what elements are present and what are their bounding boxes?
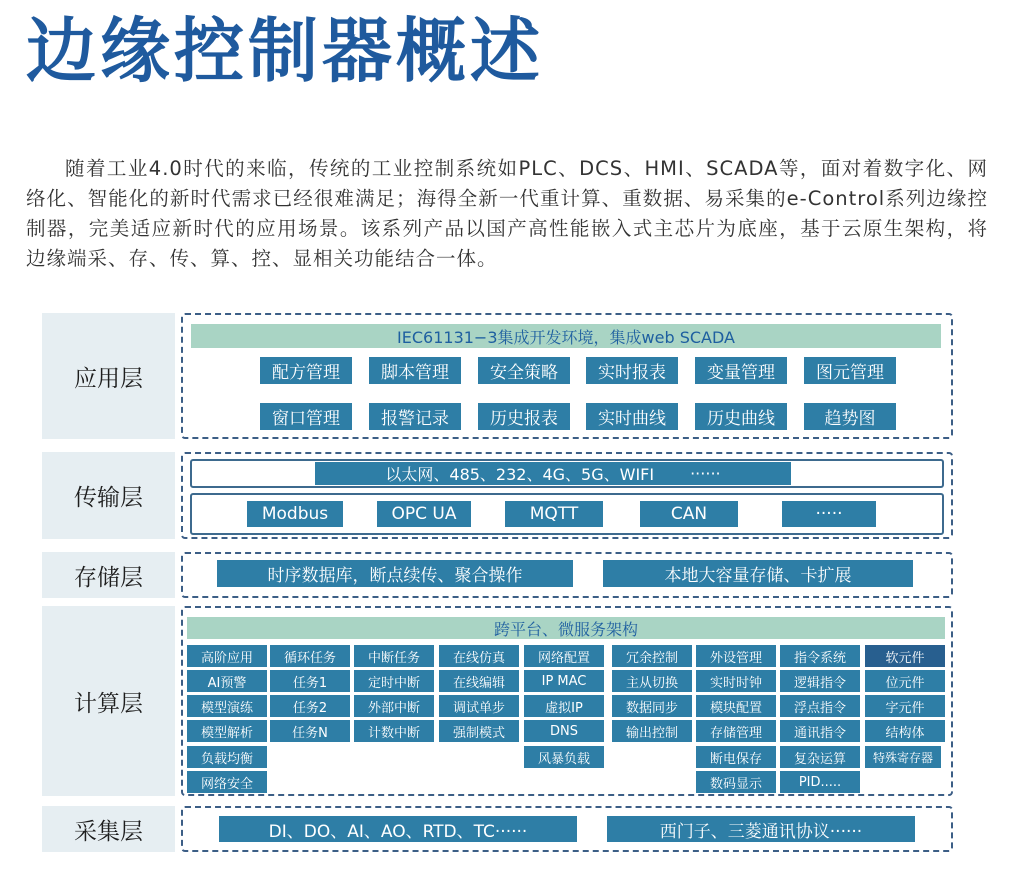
layer-label-transport: 传输层 (42, 452, 175, 539)
compute-feature-cell: 字元件 (865, 695, 945, 717)
compute-feature-cell: 实时时钟 (696, 670, 776, 692)
compute-feature-cell: 任务N (270, 720, 350, 742)
compute-feature-cell: 断电保存 (696, 746, 776, 768)
app-function-box: 实时曲线 (586, 403, 678, 430)
compute-feature-cell: 虚拟IP (524, 695, 604, 717)
protocol-box: OPC UA (377, 501, 471, 527)
compute-feature-cell: 数码显示 (696, 771, 776, 793)
application-layer-panel (181, 313, 953, 439)
protocol-box: MQTT (505, 501, 603, 527)
network-frame (190, 459, 944, 488)
layer-label-acquisition: 采集层 (42, 806, 175, 852)
compute-feature-cell: 模型演练 (187, 695, 267, 717)
compute-feature-cell: 调试单步 (439, 695, 519, 717)
compute-feature-cell: 负载均衡 (187, 746, 267, 768)
storage-item-local: 本地大容量存储、卡扩展 (603, 560, 913, 587)
acquisition-item-io: DI、DO、AI、AO、RTD、TC······ (219, 816, 577, 842)
intro-paragraph (26, 154, 988, 274)
compute-feature-cell: 逻辑指令 (780, 670, 860, 692)
compute-category-cell: 在线仿真 (439, 645, 519, 667)
app-function-box: 实时报表 (586, 357, 678, 384)
protocol-box: ····· (782, 501, 876, 527)
compute-feature-cell: 任务1 (270, 670, 350, 692)
protocol-box: CAN (640, 501, 738, 527)
compute-feature-cell: 模块配置 (696, 695, 776, 717)
compute-feature-cell: 数据同步 (612, 695, 692, 717)
compute-feature-cell: 存储管理 (696, 720, 776, 742)
layer-label-compute: 计算层 (42, 606, 175, 796)
storage-layer-panel (181, 552, 953, 598)
compute-feature-cell: 任务2 (270, 695, 350, 717)
compute-feature-cell: 复杂运算 (780, 746, 860, 768)
intro-text: 随着工业4.0时代的来临，传统的工业控制系统如PLC、DCS、HMI、SCADA等，面对着数字化、网络化、智能化的新时代需求已经很难满足；海得全新一代重计算、重数据、易采集的e-Control系列边缘控制器，完美适应新时代的应用场景。该系列产品以国产高性能嵌入式主芯片为底座，基于云原生架构，将边缘端采、存、传、算、控、显相关功能结合一体。 (26, 157, 988, 270)
layer-label-application: 应用层 (42, 313, 175, 439)
app-function-box: 历史曲线 (695, 403, 787, 430)
layer-label-storage: 存储层 (42, 552, 175, 598)
app-function-box: 安全策略 (478, 357, 570, 384)
compute-layer-panel (181, 606, 953, 796)
compute-feature-cell: 风暴负载 (524, 746, 604, 768)
compute-feature-cell: 结构体 (865, 720, 945, 742)
protocol-box: Modbus (247, 501, 343, 527)
acquisition-item-protocols: 西门子、三菱通讯协议······ (607, 816, 915, 842)
compute-category-cell: 高阶应用 (187, 645, 267, 667)
app-function-box: 变量管理 (695, 357, 787, 384)
network-text: 以太网、485、232、4G、5G、WIFI (385, 465, 655, 484)
app-function-box: 趋势图 (804, 403, 896, 430)
app-function-box: 配方管理 (260, 357, 352, 384)
compute-feature-cell: 外部中断 (354, 695, 434, 717)
compute-feature-cell: 特殊寄存器 (865, 746, 941, 768)
compute-feature-cell: 强制模式 (439, 720, 519, 742)
compute-feature-cell: 计数中断 (354, 720, 434, 742)
compute-feature-cell: IP MAC (524, 670, 604, 692)
network-bar (315, 462, 791, 485)
network-more: ······ (690, 464, 721, 483)
compute-feature-cell: 输出控制 (612, 720, 692, 742)
app-function-box: 图元管理 (804, 357, 896, 384)
compute-feature-cell: 位元件 (865, 670, 945, 692)
compute-category-cell: 软元件 (865, 645, 945, 667)
compute-feature-cell: DNS (524, 720, 604, 742)
compute-category-cell: 冗余控制 (612, 645, 692, 667)
compute-feature-cell: AI预警 (187, 670, 267, 692)
ide-header: IEC61131−3集成开发环境，集成web SCADA (191, 324, 941, 348)
app-function-box: 脚本管理 (369, 357, 461, 384)
app-function-box: 报警记录 (369, 403, 461, 430)
compute-feature-cell: 在线编辑 (439, 670, 519, 692)
app-function-box: 历史报表 (478, 403, 570, 430)
compute-category-cell: 网络配置 (524, 645, 604, 667)
transport-layer-panel (181, 452, 953, 539)
page-title: 边缘控制器概述 (26, 10, 544, 92)
compute-feature-cell: 通讯指令 (780, 720, 860, 742)
compute-category-cell: 外设管理 (696, 645, 776, 667)
compute-category-cell: 循环任务 (270, 645, 350, 667)
compute-category-cell: 中断任务 (354, 645, 434, 667)
app-function-box: 窗口管理 (260, 403, 352, 430)
compute-category-cell: 指令系统 (780, 645, 860, 667)
compute-header: 跨平台、微服务架构 (187, 617, 945, 639)
compute-feature-cell: 网络安全 (187, 771, 267, 793)
protocol-frame (190, 493, 944, 535)
compute-feature-cell: 主从切换 (612, 670, 692, 692)
compute-feature-cell: 模型解析 (187, 720, 267, 742)
compute-feature-cell: 浮点指令 (780, 695, 860, 717)
compute-feature-cell: PID..... (780, 771, 860, 793)
compute-feature-cell: 定时中断 (354, 670, 434, 692)
acquisition-layer-panel (181, 806, 953, 852)
storage-item-tsdb: 时序数据库，断点续传、聚合操作 (217, 560, 573, 587)
